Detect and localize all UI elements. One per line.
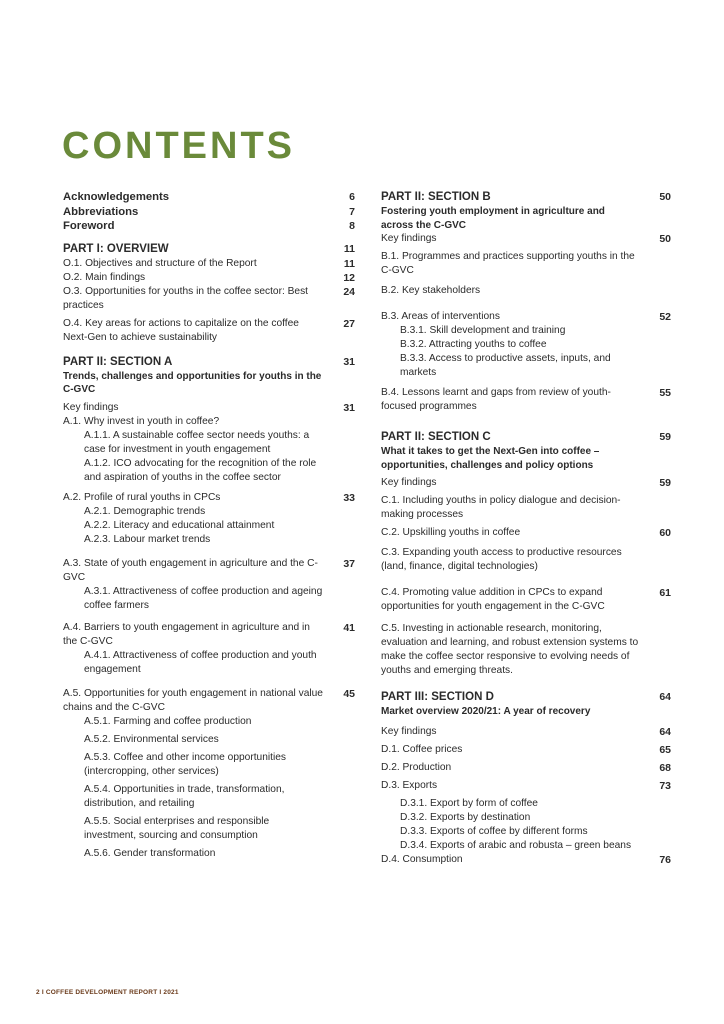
toc-entry-a31[interactable]: A.3.1. Attractiveness of coffee production and ageing coffee farmers [84, 585, 323, 611]
toc-entry-a21[interactable]: A.2.1. Demographic trends [84, 505, 206, 517]
toc-page-number: 52 [659, 311, 671, 323]
toc-entry-d34[interactable]: D.3.4. Exports of arabic and robusta – green beans [400, 839, 632, 851]
toc-entry-d32[interactable]: D.3.2. Exports by destination [400, 811, 531, 823]
toc-entry-acknowledgements[interactable] [63, 190, 357, 205]
toc-entry-b33[interactable]: B.3.3. Access to productive assets, inputs, and markets [400, 353, 611, 378]
toc-entry-a56[interactable]: A.5.6. Gender transformation [84, 847, 216, 859]
toc-entry-d2[interactable] [381, 761, 673, 775]
toc-entry-d33[interactable]: D.3.3. Exports of coffee by different forms [400, 825, 588, 837]
toc-page-number: 6 [349, 191, 355, 203]
toc-page-number: 31 [343, 401, 355, 414]
toc-entry-label: O.2. Main findings [63, 271, 146, 283]
toc-entry-key-findings-b[interactable] [381, 232, 673, 246]
toc-entry-label: A.5. Opportunities for youth engagement in national value chains and the C-GVC [63, 687, 323, 713]
toc-page-number: 68 [659, 761, 671, 774]
toc-page-number: 33 [343, 491, 355, 504]
toc-page-number: 65 [659, 743, 671, 756]
toc-page-number: 12 [343, 271, 355, 284]
toc-entry-a1[interactable]: A.1. Why invest in youth in coffee? [63, 415, 220, 427]
toc-page-number: 73 [659, 779, 671, 792]
toc-entry-a11[interactable]: A.1.1. A sustainable coffee sector needs youths: a case for investment in youth engagement [84, 429, 310, 455]
toc-entry-o4[interactable] [63, 317, 357, 345]
toc-page-number: 11 [343, 257, 355, 270]
toc-entry-a53[interactable]: A.5.3. Coffee and other income opportunities (intercropping, other services) [84, 751, 286, 777]
toc-page-number: 41 [343, 621, 355, 634]
toc-entry-b1[interactable]: B.1. Programmes and practices supporting youths in the C-GVC [381, 251, 635, 276]
toc-entry-label: Key findings [63, 401, 119, 413]
toc-section-a-subtitle: Trends, challenges and opportunities for youths in the C-GVC [63, 370, 322, 395]
toc-page-number: 76 [659, 853, 671, 866]
toc-entry-a12[interactable]: A.1.2. ICO advocating for the recognition of the role and aspiration of youths in the coffee sector [84, 457, 317, 483]
toc-page-number: 60 [659, 527, 671, 539]
toc-entry-section-b[interactable] [381, 190, 673, 205]
toc-entry-label: Foreword [63, 220, 115, 232]
toc-entry-b2[interactable]: B.2. Key stakeholders [381, 285, 481, 296]
toc-entry-label: B.4. Lessons learnt and gaps from review of youth-focused programmes [381, 387, 611, 412]
toc-entry-o3[interactable] [63, 285, 357, 313]
toc-entry-key-findings-d[interactable] [381, 725, 673, 739]
toc-page-number: 55 [659, 387, 671, 399]
toc-entry-b3[interactable] [381, 310, 673, 324]
toc-page-number: 61 [659, 587, 671, 599]
toc-entry-b32[interactable]: B.3.2. Attracting youths to coffee [400, 339, 547, 350]
toc-entry-a52[interactable]: A.5.2. Environmental services [84, 733, 219, 745]
toc-entry-label: O.1. Objectives and structure of the Report [63, 257, 257, 269]
toc-entry-a3[interactable] [63, 557, 357, 585]
toc-entry-c1[interactable]: C.1. Including youths in policy dialogue and decision-making processes [381, 495, 621, 520]
toc-page-number: 50 [659, 191, 671, 203]
toc-entry-label: Key findings [381, 233, 437, 244]
toc-entry-a54[interactable]: A.5.4. Opportunities in trade, transformation, distribution, and retailing [84, 783, 285, 809]
toc-entry-label: A.4. Barriers to youth engagement in agriculture and in the C-GVC [63, 621, 310, 647]
toc-entry-section-c[interactable] [381, 430, 673, 445]
toc-entry-label: D.4. Consumption [381, 853, 463, 865]
toc-entry-a23[interactable]: A.2.3. Labour market trends [84, 533, 211, 545]
toc-entry-o1[interactable] [63, 257, 357, 271]
toc-entry-c2[interactable] [381, 526, 673, 540]
toc-entry-a4[interactable] [63, 621, 357, 649]
toc-entry-label: Key findings [381, 477, 437, 488]
toc-entry-d3[interactable] [381, 779, 673, 793]
toc-page-number: 64 [659, 691, 671, 703]
toc-left-column [63, 190, 357, 861]
toc-page-number: 31 [343, 355, 355, 368]
toc-right-column [381, 190, 673, 867]
toc-page-number: 64 [659, 725, 671, 738]
toc-entry-label: PART II: SECTION A [63, 355, 173, 368]
toc-entry-a55[interactable]: A.5.5. Social enterprises and responsible investment, sourcing and consumption [84, 815, 270, 841]
toc-entry-c4[interactable] [381, 586, 673, 614]
toc-section-b-subtitle: Fostering youth employment in agriculture and across the C-GVC [381, 206, 605, 231]
toc-entry-section-a[interactable] [63, 355, 357, 370]
toc-entry-abbreviations[interactable] [63, 205, 357, 220]
toc-page-number: 59 [659, 477, 671, 489]
toc-entry-a2[interactable] [63, 491, 357, 505]
toc-entry-label: PART I: OVERVIEW [63, 242, 169, 255]
toc-entry-a51[interactable]: A.5.1. Farming and coffee production [84, 715, 252, 727]
toc-entry-foreword[interactable] [63, 219, 357, 234]
toc-entry-d31[interactable]: D.3.1. Export by form of coffee [400, 797, 538, 809]
toc-page-number: 7 [349, 205, 355, 218]
toc-entry-key-findings-a[interactable] [63, 401, 357, 415]
toc-entry-label: O.4. Key areas for actions to capitalize on the coffee Next-Gen to achieve sustainability [63, 317, 299, 343]
toc-entry-label: C.2. Upskilling youths in coffee [381, 527, 521, 538]
toc-entry-label: D.2. Production [381, 761, 452, 773]
toc-entry-label: D.1. Coffee prices [381, 743, 463, 755]
toc-entry-label: A.3. State of youth engagement in agriculture and the C-GVC [63, 557, 318, 583]
toc-page-number: 50 [659, 233, 671, 245]
toc-entry-label: D.3. Exports [381, 779, 438, 791]
toc-section-d-subtitle: Market overview 2020/21: A year of recovery [381, 706, 591, 717]
toc-entry-label: Key findings [381, 725, 437, 737]
toc-entry-label: C.4. Promoting value addition in CPCs to expand opportunities for youth engagement in the C-GVC [381, 587, 605, 612]
toc-entry-a41[interactable]: A.4.1. Attractiveness of coffee production and youth engagement [84, 649, 317, 675]
toc-page-number: 45 [343, 687, 355, 700]
toc-entry-key-findings-c[interactable] [381, 476, 673, 490]
toc-page-number: 59 [659, 431, 671, 443]
toc-entry-section-d[interactable] [381, 690, 673, 705]
toc-entry-a5[interactable] [63, 687, 357, 715]
page-title: CONTENTS [62, 125, 295, 167]
toc-entry-c5[interactable]: C.5. Investing in actionable research, monitoring, evaluation and learning, and robust extension systems to make the coffee sector responsive to evolving needs of youths and emerging threats. [381, 623, 639, 676]
toc-section-c-subtitle: What it takes to get the Next-Gen into coffee – opportunities, challenges and policy options [381, 446, 600, 471]
toc-entry-label: O.3. Opportunities for youths in the coffee sector: Best practices [63, 285, 309, 311]
toc-entry-label: PART III: SECTION D [381, 691, 494, 703]
toc-entry-label: PART II: SECTION C [381, 431, 491, 443]
toc-entry-d1[interactable] [381, 743, 673, 757]
toc-page-number: 37 [343, 557, 355, 570]
toc-entry-label: B.3. Areas of interventions [381, 311, 500, 322]
toc-entry-label: Abbreviations [63, 205, 139, 218]
toc-entry-b31[interactable]: B.3.1. Skill development and training [400, 325, 566, 336]
toc-entry-label: PART II: SECTION B [381, 191, 491, 203]
toc-entry-label: A.2. Profile of rural youths in CPCs [63, 491, 221, 503]
toc-page-number: 11 [343, 242, 355, 255]
toc-entry-o2[interactable] [63, 271, 357, 285]
toc-entry-c3[interactable]: C.3. Expanding youth access to productive resources (land, finance, digital technologies) [381, 547, 622, 572]
toc-page-number: 27 [343, 317, 355, 330]
toc-page-number: 24 [343, 285, 355, 298]
toc-page-number: 8 [349, 220, 355, 232]
toc-entry-label: Acknowledgements [63, 191, 170, 203]
toc-entry-a22[interactable]: A.2.2. Literacy and educational attainment [84, 519, 275, 531]
toc-entry-d4[interactable] [381, 853, 673, 867]
toc-entry-b4[interactable] [381, 386, 673, 414]
toc-entry-part1[interactable] [63, 242, 357, 257]
page-footer: 2 I COFFEE DEVELOPMENT REPORT I 2021 [36, 989, 179, 996]
